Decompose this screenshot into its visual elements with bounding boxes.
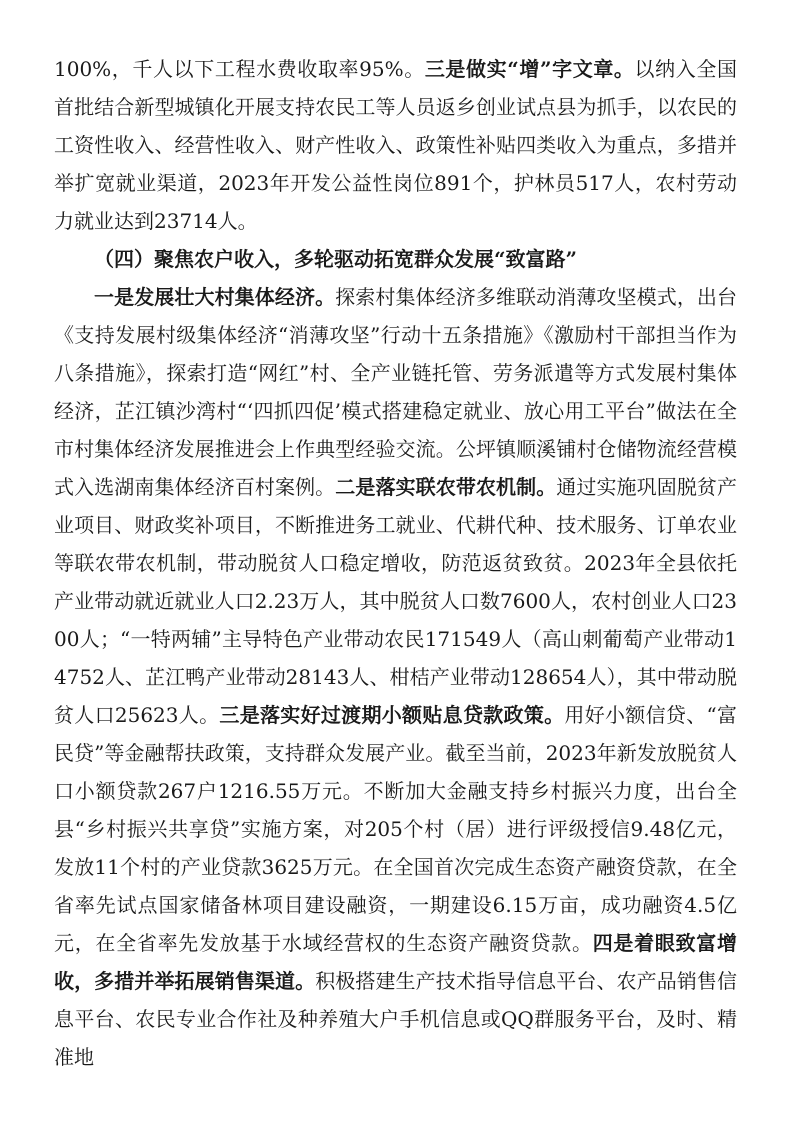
text-segment: 积极搭建生产技术指导信息平台、农产品销售信息平台、农民专业合作社及种养殖大户手机信息或QQ群服务平台，及时、精准地 [54, 969, 738, 1069]
paragraph-farmer-income [54, 278, 737, 1076]
section-heading-4: （四）聚焦农户收入，多轮驱动拓宽群众发展“致富路” [94, 247, 578, 271]
bold-lead-linkage-mechanism: 二是落实联农带农机制。 [335, 475, 557, 499]
bold-lead-sales-channels: 四是着眼致富增收，多措并举拓展销售渠道。 [54, 931, 737, 993]
bold-lead-microcredit-policy: 三是落实好过渡期小额贴息贷款政策。 [219, 703, 565, 727]
bold-lead-zeng: 三是做实“增”字文章。 [424, 57, 635, 81]
paragraph-employment-income [54, 50, 737, 240]
text-segment: 以纳入全国首批结合新型城镇化开展支持农民工等人员返乡创业试点县为抓手，以农民的工资性收入、经营性收入、财产性收入、政策性补贴四类收入为重点，多措并举扩宽就业渠道，2023年开发公益性岗位891个，护林员517人，农村劳动力就业达到23714人。 [54, 57, 737, 233]
bold-lead-collective-economy: 一是发展壮大村集体经济。 [94, 285, 336, 309]
text-segment: 通过实施巩固脱贫产业项目、财政奖补项目，不断推进务工就业、代耕代种、技术服务、订单农业等联农带农机制，带动脱贫人口稳定增收，防范返贫致贫。2023年全县依托产业带动就近就业人口2.23万人，其中脱贫人口数7600人，农村创业人口2300人；“一特两辅”主导特色产业带动农民171549人（高山刺葡萄产业带动14752人、芷江鸭产业带动28143人、柑桔产业带动128654人），其中带动脱贫人口25623人。 [54, 475, 738, 727]
text-segment: 100%，千人以下工程水费收取率95%。 [54, 57, 425, 81]
text-segment: 探索村集体经济多维联动消薄攻坚模式，出台《支持发展村级集体经济“消薄攻坚”行动十五条措施》《激励村干部担当作为八条措施》，探索打造“网红”村、全产业链托管、劳务派遣等方式发展村集体经济，芷江镇沙湾村“‘四抓四促’模式搭建稳定就业、放心用工平台”做法在全市村集体经济发展推进会上作典型经验交流。公坪镇顺溪铺村仓储物流经营模式入选湖南集体经济百村案例。 [54, 285, 738, 499]
document-body [54, 50, 737, 1076]
text-segment: 用好小额信贷、“富民贷”等金融帮扶政策，支持群众发展产业。截至当前，2023年新发放脱贫人口小额贷款267户1216.55万元。不断加大金融支持乡村振兴力度，出台全县“乡村振兴共享贷”实施方案，对205个村（居）进行评级授信9.48亿元，发放11个村的产业贷款3625万元。在全国首次完成生态资产融资贷款，在全省率先试点国家储备林项目建设融资，一期建设6.15万亩，成功融资4.5亿元，在全省率先发放基于水域经营权的生态资产融资贷款。 [54, 703, 738, 955]
